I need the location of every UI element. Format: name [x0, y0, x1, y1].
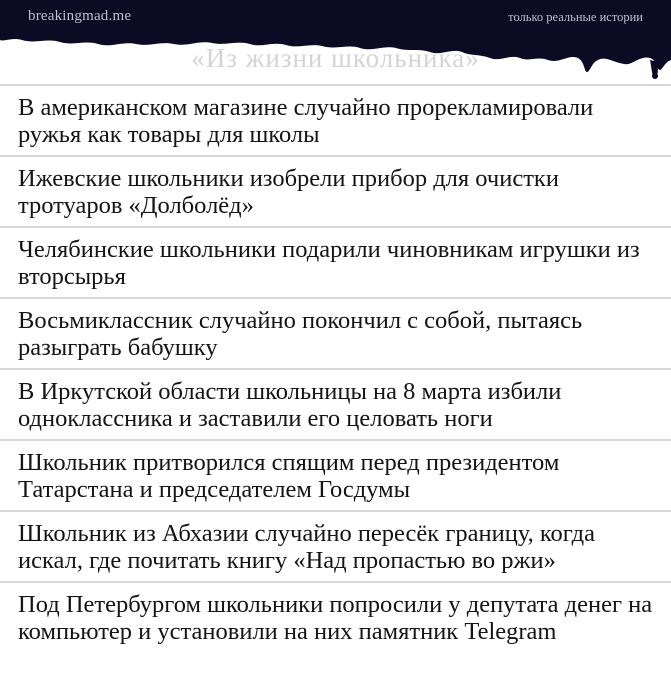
headline-list [0, 84, 671, 681]
headline-item[interactable]: Ижевские школьники изобрели прибор для очистки тротуаров «Долболёд» [0, 155, 671, 226]
page-title: «Из жизни школьника» [191, 43, 480, 73]
headline-item[interactable]: Под Петербургом школьники попросили у депутата денег на компьютер и установили на них памятник Telegram [0, 581, 671, 681]
headline-item[interactable]: Челябинские школьники подарили чиновникам игрушки из вторсырья [0, 226, 671, 297]
brand-tagline: только реальные истории [508, 10, 643, 24]
headline-item[interactable]: В американском магазине случайно прорекламировали ружья как товары для школы [0, 84, 671, 155]
headline-item[interactable]: Школьник из Абхазии случайно пересёк границу, когда искал, где почитать книгу «Над пропастью во ржи» [0, 510, 671, 581]
headline-item[interactable]: Восьмиклассник случайно покончил с собой, пытаясь разыграть бабушку [0, 297, 671, 368]
brand-name[interactable]: breakingmad.me [28, 8, 132, 24]
headline-item[interactable]: Школьник притворился спящим перед президентом Татарстана и председателем Госдумы [0, 439, 671, 510]
headline-item[interactable]: В Иркутской области школьницы на 8 марта избили одноклассника и заставили его целовать ноги [0, 368, 671, 439]
